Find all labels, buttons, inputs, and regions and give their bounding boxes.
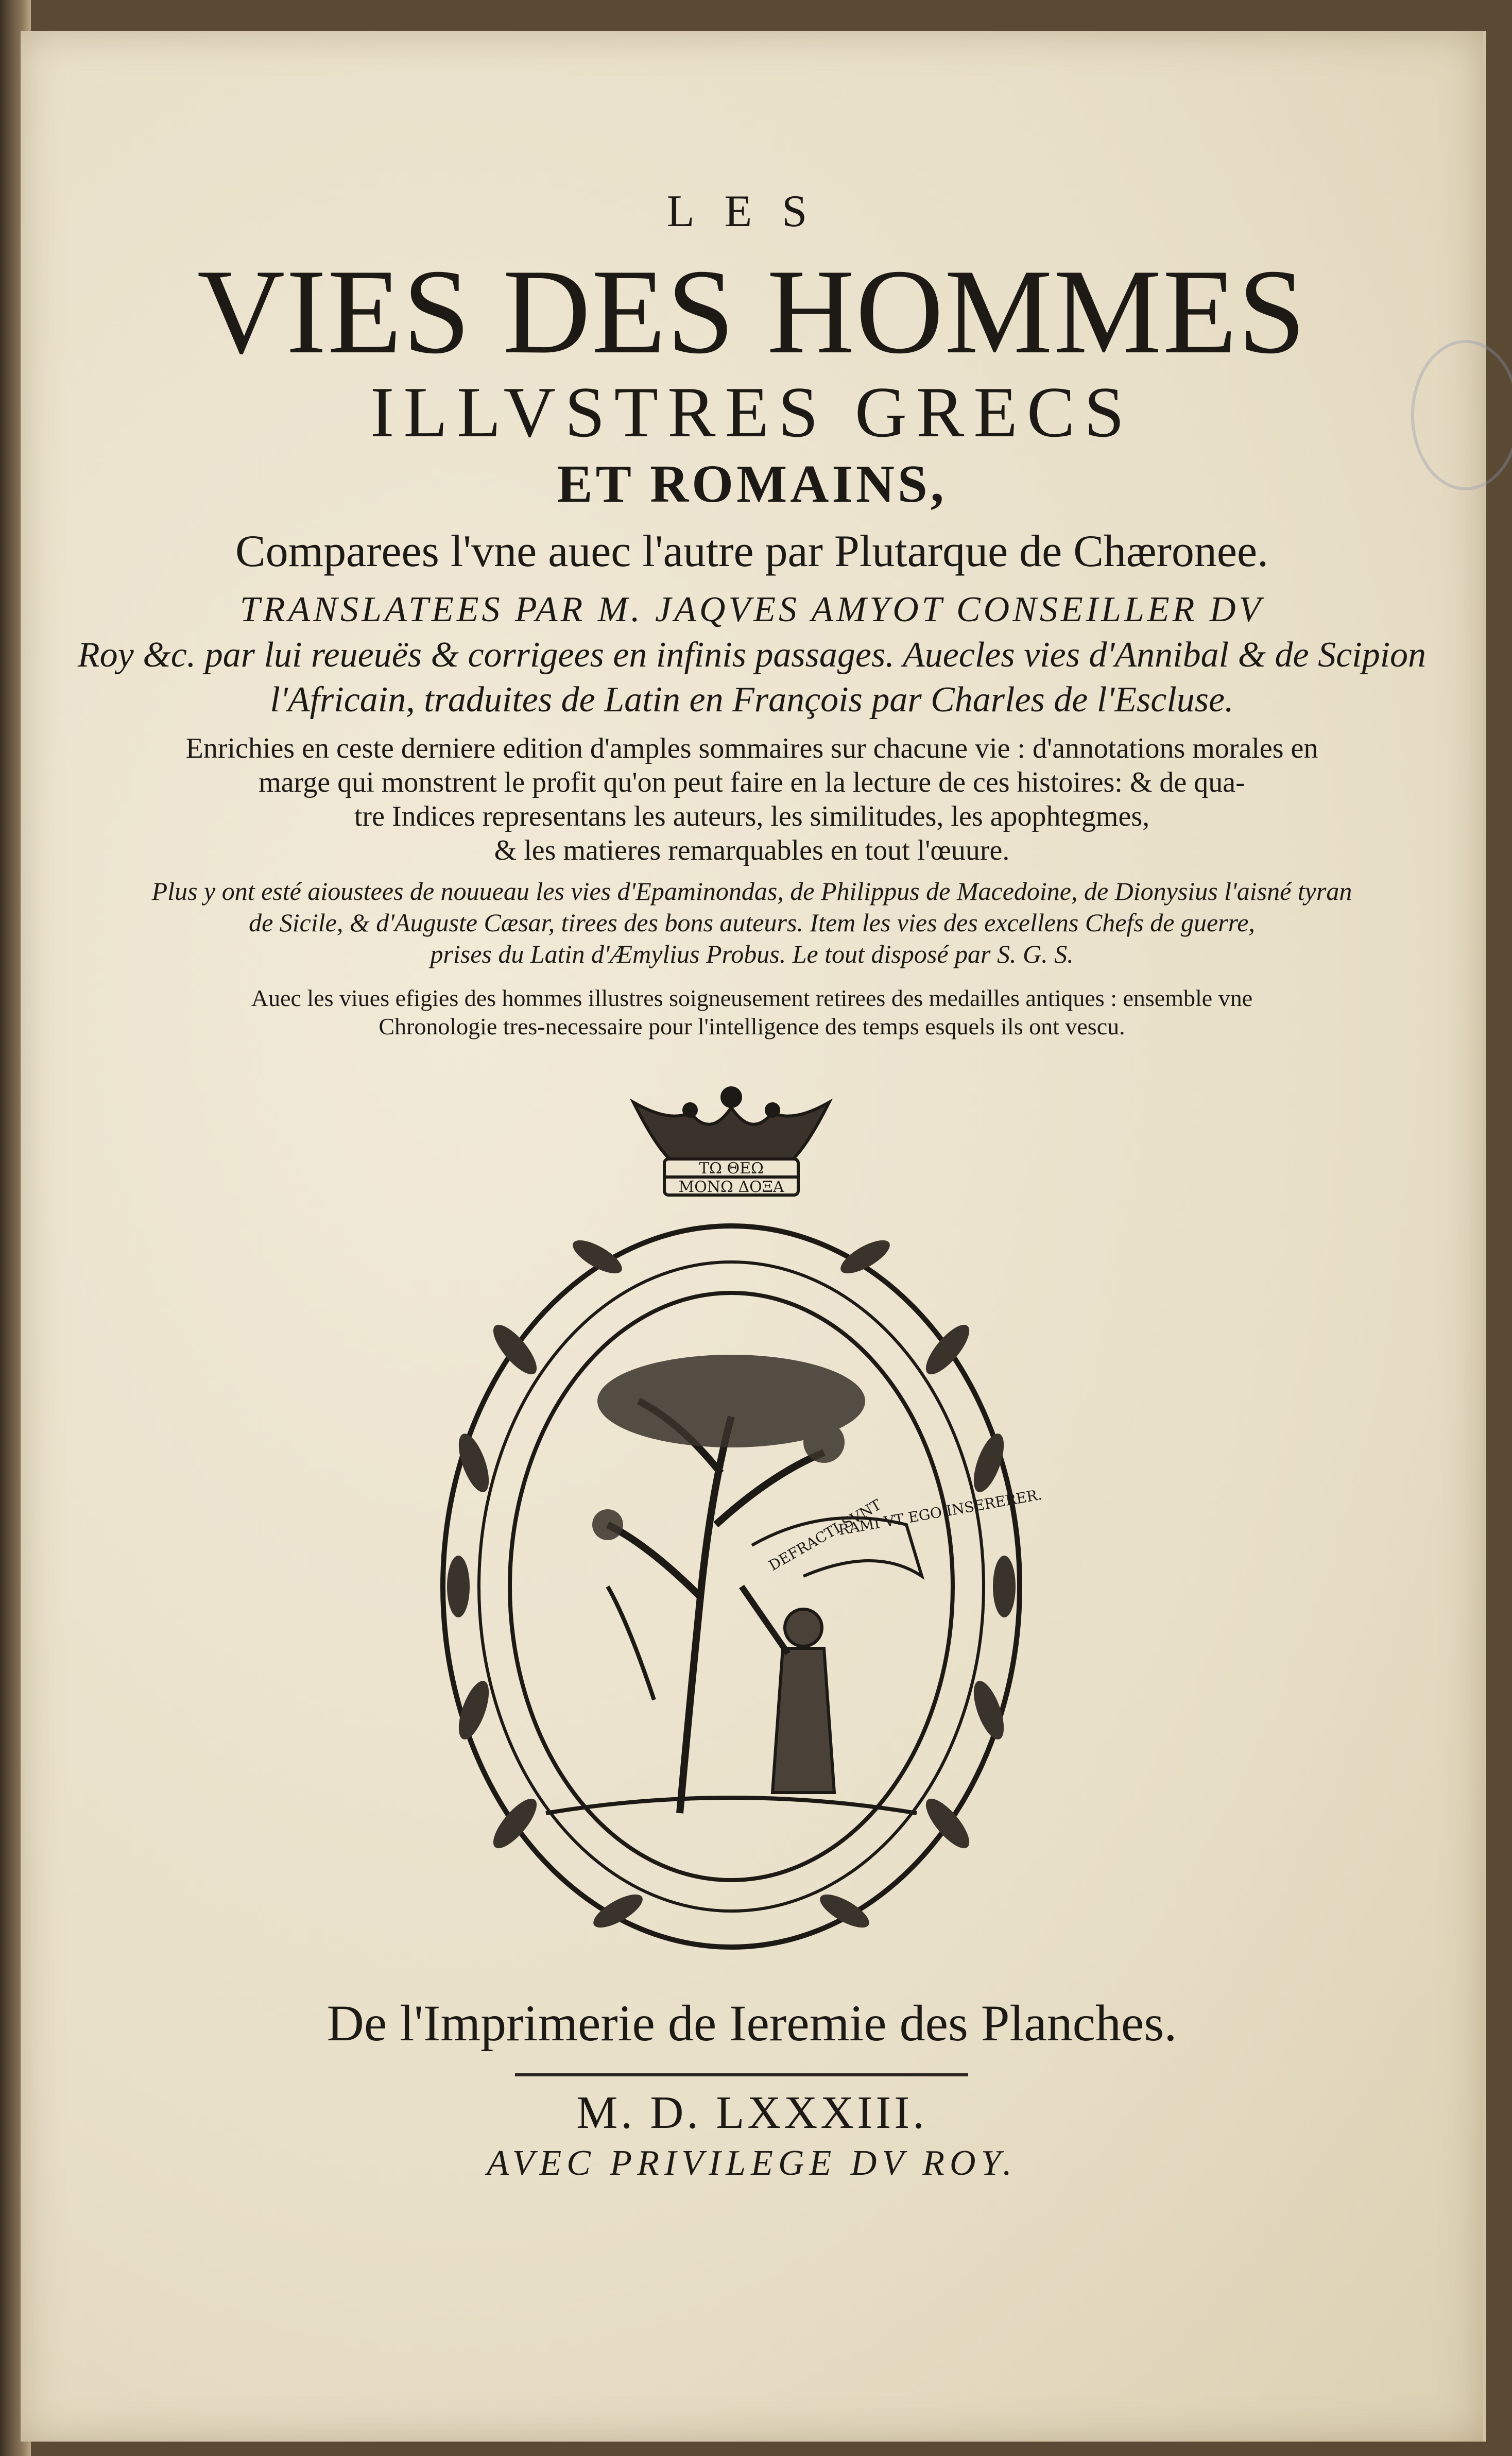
additions-line: de Sicile, & d'Auguste Cæsar, tirees des bons auteurs. Item les vies des excellens Chefs de guerre, (249, 908, 1255, 937)
title-main-line3: ET ROMAINS, (557, 454, 947, 514)
effigies-line: Chronologie tres-necessaire pour l'intelligence des temps esquels ils ont vescu. (379, 1013, 1125, 1040)
additions-line: prises du Latin d'Æmylius Probus. Le tout disposé par S. G. S. (430, 940, 1074, 968)
additions-statement (21, 876, 1483, 970)
pointing-figure-icon (742, 1587, 834, 1793)
enrichment-line: marge qui monstrent le profit qu'on peut faire en la lecture de ces histoires: & de qua- (259, 766, 1245, 799)
printers-device-woodcut (412, 1082, 1051, 1968)
effigies-statement (21, 984, 1483, 1041)
title-main-line1: VIES DES HOMMES (197, 245, 1307, 379)
title-les: LES (666, 186, 837, 236)
translation-line: l'Africain, traduites de Latin en François par Charles de l'Escluse. (270, 680, 1234, 720)
crown-band-top: ΤΩ ΘΕΩ (699, 1159, 764, 1178)
enrichment-statement (21, 731, 1483, 867)
ground-line (546, 1798, 917, 1813)
title-page (21, 31, 1486, 2442)
imprint-rule (515, 2073, 968, 2076)
royal-privilege: AVEC PRIVILEGE DV ROY. (487, 2143, 1017, 2183)
laurel-wreath-icon (443, 1226, 1020, 1947)
translation-statement (21, 587, 1483, 723)
enrichment-line: tre Indices representans les auteurs, les similitudes, les apophtegmes, (354, 800, 1150, 833)
translation-line: TRANSLATEES PAR M. JAQVES AMYOT CONSEILLER DV (239, 590, 1264, 629)
laurel-leaves (447, 1234, 1016, 1934)
subtitle-comparees: Comparees l'vne auec l'autre par Plutarque de Chæronee. (235, 526, 1269, 576)
publication-year: M. D. LXXXIII. (576, 2087, 927, 2138)
banner-motto-line2: DEFRACTI SVNT (766, 1496, 884, 1575)
enrichment-line: Enrichies en ceste derniere edition d'amples sommaires sur chacune vie : d'annotations morales en (185, 732, 1318, 764)
effigies-line: Auec les viues efigies des hommes illustres soigneusement retirees des medailles antiques : ensemble vne (251, 985, 1253, 1011)
translation-line: Roy &c. par lui reueuës & corrigees en infinis passages. Auecles vies d'Annibal & de Scipion (77, 635, 1427, 675)
banner-motto-line1: RAMI VT EGO INSERERER. (837, 1486, 1043, 1539)
enrichment-line: & les matieres remarquables en tout l'œuure. (494, 834, 1010, 867)
crown-band-bottom: ΜΟΝΩ ΔΟΞΑ (678, 1178, 784, 1196)
imprint-line: De l'Imprimerie de Ieremie des Planches. (327, 1994, 1177, 2052)
title-main-line2: ILLVSTRES GRECS (370, 372, 1134, 452)
additions-line: Plus y ont esté aioustees de nouueau les vies d'Epaminondas, de Philippus de Macedoine, de Dionysius l'aisné tyran (151, 877, 1352, 906)
